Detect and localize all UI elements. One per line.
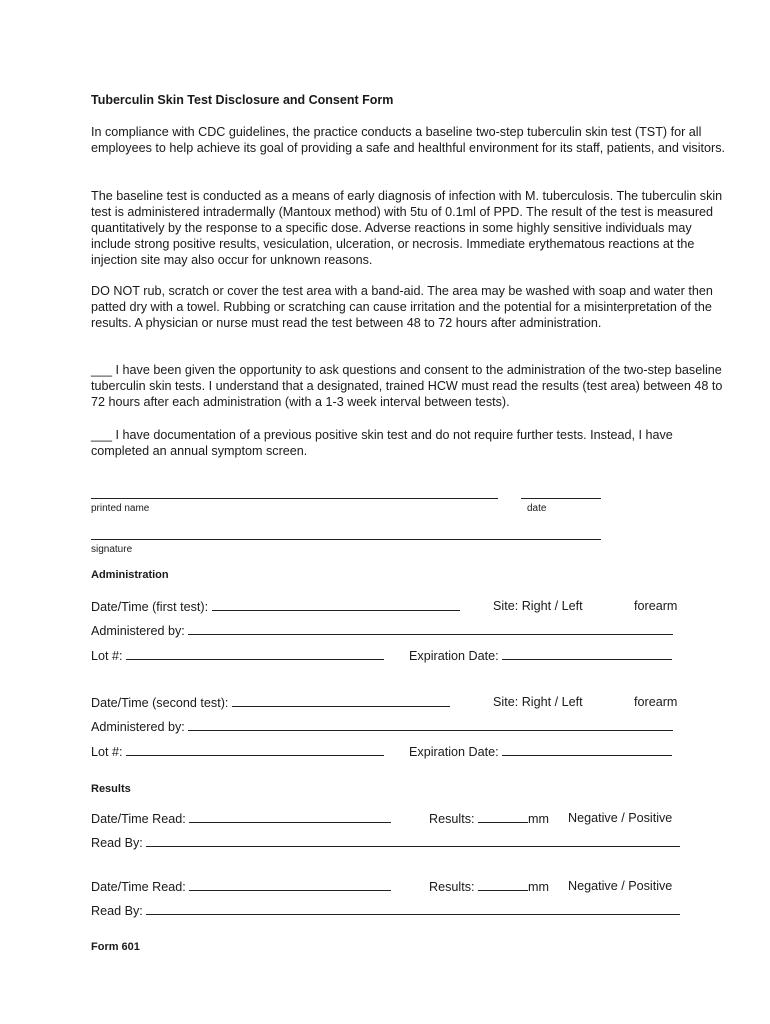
first-read-datetime-blank[interactable] xyxy=(189,811,391,823)
signature-line[interactable] xyxy=(91,539,601,540)
second-test-datetime-label: Date/Time (second test): xyxy=(91,696,229,710)
second-administered-by-blank[interactable] xyxy=(188,719,673,731)
second-results-mm-blank[interactable] xyxy=(478,879,528,891)
printed-name-label: printed name xyxy=(91,503,150,514)
second-outcome-label: Negative / Positive xyxy=(568,879,673,893)
first-administered-by-field xyxy=(91,623,673,638)
first-lot-label: Lot #: xyxy=(91,649,123,663)
first-expiration-blank[interactable] xyxy=(502,648,672,660)
first-test-site-label: Site: Right / Left xyxy=(493,599,583,613)
first-test-datetime-field xyxy=(91,599,460,614)
consent-option-two-step: ___ I have been given the opportunity to ask questions and consent to the administration of the two-step baseline tuberculin skin tests. I understand that a designated, trained HCW must read the results (test area) between 48 to 72 hours after each administration (with a 1-3 week interval between tests). xyxy=(91,363,723,409)
first-read-datetime-field xyxy=(91,811,391,826)
first-administered-by-label: Administered by: xyxy=(91,624,185,638)
first-results-mm-unit: mm xyxy=(528,812,549,826)
second-test-site-label: Site: Right / Left xyxy=(493,695,583,709)
first-results-label: Results: xyxy=(429,812,475,826)
signature-label: signature xyxy=(91,544,133,555)
second-administered-by-label: Administered by: xyxy=(91,720,185,734)
second-lot-blank[interactable] xyxy=(126,744,384,756)
second-results-mm-unit: mm xyxy=(528,880,549,894)
date-line[interactable] xyxy=(521,498,601,499)
second-read-datetime-blank[interactable] xyxy=(189,879,391,891)
first-results-field xyxy=(429,811,549,826)
date-label: date xyxy=(527,503,547,514)
first-lot-field xyxy=(91,648,384,663)
second-read-datetime-label: Date/Time Read: xyxy=(91,880,186,894)
first-test-forearm-label: forearm xyxy=(634,599,678,613)
second-expiration-label: Expiration Date: xyxy=(409,745,499,759)
second-test-forearm-label: forearm xyxy=(634,695,678,709)
paragraph-cdc-compliance: In compliance with CDC guidelines, the practice conducts a baseline two-step tuberculin skin test (TST) for all employees to help achieve its goal of providing a safe and healthful environment for its staff, patients, and visitors. xyxy=(91,125,726,155)
second-results-label: Results: xyxy=(429,880,475,894)
results-heading: Results xyxy=(91,783,131,795)
first-test-datetime-label: Date/Time (first test): xyxy=(91,600,209,614)
second-results-field xyxy=(429,879,549,894)
second-expiration-field xyxy=(409,744,672,759)
second-read-by-blank[interactable] xyxy=(146,903,680,915)
second-expiration-blank[interactable] xyxy=(502,744,672,756)
second-lot-label: Lot #: xyxy=(91,745,123,759)
printed-name-line[interactable] xyxy=(91,498,498,499)
form-number: Form 601 xyxy=(91,941,140,953)
second-test-datetime-field xyxy=(91,695,450,710)
second-test-datetime-blank[interactable] xyxy=(232,695,450,707)
first-read-by-field xyxy=(91,835,680,850)
second-read-by-label: Read By: xyxy=(91,904,143,918)
second-read-by-field xyxy=(91,903,680,918)
paragraph-care-instructions: DO NOT rub, scratch or cover the test area with a band-aid. The area may be washed with soap and water then patted dry with a towel. Rubbing or scratching can cause irritation and the potential for a misinterpretation of the results. A physician or nurse must read the test between 48 to 72 hours after administration. xyxy=(91,284,713,330)
form-title: Tuberculin Skin Test Disclosure and Consent Form xyxy=(91,93,394,107)
first-read-by-label: Read By: xyxy=(91,836,143,850)
first-expiration-field xyxy=(409,648,672,663)
first-lot-blank[interactable] xyxy=(126,648,384,660)
first-read-by-blank[interactable] xyxy=(146,835,680,847)
consent-option-previous-positive: ___ I have documentation of a previous positive skin test and do not require further tests. Instead, I have completed an annual symptom screen. xyxy=(91,428,673,458)
first-read-datetime-label: Date/Time Read: xyxy=(91,812,186,826)
administration-heading: Administration xyxy=(91,569,169,581)
first-results-mm-blank[interactable] xyxy=(478,811,528,823)
second-lot-field xyxy=(91,744,384,759)
first-outcome-label: Negative / Positive xyxy=(568,811,673,825)
first-test-datetime-blank[interactable] xyxy=(212,599,460,611)
paragraph-baseline-test: The baseline test is conducted as a means of early diagnosis of infection with M. tuberculosis. The tuberculin skin test is administered intradermally (Mantoux method) with 5tu of 0.1ml of PPD. The result of the test is measured quantitatively by the response to a specific dose. Adverse reactions in some highly sensitive individuals may include strong positive results, vesiculation, ulceration, or necrosis. Immediate erythematous reactions at the injection site may also occur for unknown reasons. xyxy=(91,189,723,267)
first-administered-by-blank[interactable] xyxy=(188,623,673,635)
second-read-datetime-field xyxy=(91,879,391,894)
second-administered-by-field xyxy=(91,719,673,734)
first-expiration-label: Expiration Date: xyxy=(409,649,499,663)
